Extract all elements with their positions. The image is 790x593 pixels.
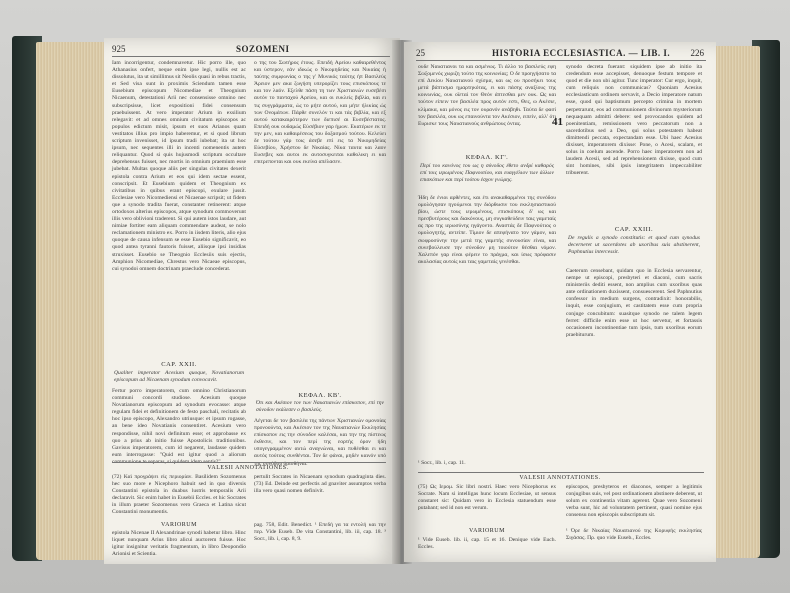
right-page-greek-column: ουδε Ναυατιανοι τα και ασμένως. Τι άλλο το βασιλεύς εφη Σωξομενός χωριζη τούτο της κοινωνίας; Ο δε προηγήσατο τα επί Δεκίου Ναυατιανού σχίσμα, και ως ου προσήκει τους μετά βάπτισμα ημαρτηκότας, ει και πάσης αναξίους της κοινωνίας, ουκ οϊεταί τον Θεόν άπτεσθαι μεν ουκ. Ως και τούτον είπειν τον βασιλέα προς αυτόν εστι, Θες, ω Ακέσιε, κλίμακα, και μόνος εις τον ουρανόν ανάβηθι. Ταύτα δε φασί τον βασιλέα, ουκ ως επαινούντα τον Ακέσιον, ειπείν, αλλ' ότι Ευρισκε τους Ναυατιανούς ανθρώπους όντας. (418, 64, 556, 127)
running-head-right: HISTORIA ECCLESIASTICA. — LIB. I. (492, 48, 671, 58)
annotations-heading-right: VALESII ANNOTATIONES. (519, 475, 601, 481)
chapter-summary-greek-left: Ότι και Ακέσιον τον των Ναυατιανών επίσκοπον, επί την σύνοδον εκάλεσεν ο βασιλεύς. (256, 400, 384, 414)
margin-number: 41 (552, 116, 563, 128)
footnote-left (112, 448, 246, 456)
annotations-text-right-col2: episcopos, presbyteros et diaconos, semper a legitimis conjugibus suis, vel post ordinationem abstinere deberent, ut solum ex continentia vitam agerent. Quae vero Sozomeni verba sunt, hic ad voluntatem pertinent, quasi nomine ejus consensu non episcopis subscriptum sit. (566, 484, 702, 519)
page-edge-left (36, 42, 110, 560)
left-page-latin-column-2: Fertur porro imperatorem, cum omnino Christianorum communi concordi studiose. Acesium quoque Novatianorum episcopum ad synodum evocasse: atque regulam fidei et definitionem de festo paschali, recitatis ab hoc ipso episcopo, Alexandro utriusque: et ipsum rogasse, an bene ideo Novatianis consentiret. Acesium vero respondisse, nihil novi definitum esse; et approbasse ex quo a prius ab initio fuisse Apostolicis traditionibus. Gavisus imperatorem, cum id negarent, laudasse quidem eum interrogasse: "Quid est igitur quod a aliorum communione te separas, si quidem idem sentis?" (112, 388, 246, 465)
annotations-heading-left: VALESII ANNOTATIONES. (207, 465, 289, 471)
variorum-heading-left: VARIORUM (161, 522, 197, 528)
left-page-greek-column: ο της του Σωτήρος έτους. Επειδή Αρείου καθαιρεθέντος και ύστερον, εάν ιδικώς ο Νικομηδείας και Νικαίας ή ταύτης συμφωνίας ο της γ' Μυνικός ταύτης ήπ Βασιλεύς Άρειον μεν ακα ζωγήση υπερορίζει τους επισκόπους τε και τον λαόν. Εξελθε πάση τη των Χριστιανών ευσεβέσι αυτόν το πανταχού Αρείου, και οι ευκλείς βιβλία, και ει τις συγγράμματα, ώς το μήτε αυτού, και μήτε ήλικίας ώς των Ονομάτων. Πάρθε συνελόν τι και τάς βιβλία, και εξ αυτού κατακαιρότερον των διεπισέ αι Ευσεβέστατος. Επειδή ουκ ουδαμώς Εύσέβιον γαρ ήμων. Εκατέρων εκ τε την μεν, και καθαιρέσεως του δοξασμού τούτου. Κελεύει δε τούτου γάρ τοις άσεβε επί εις τα Νικομηδείας Εύσεβίου, Χρήστου δε Νικαίας. Νίκα ταυτα και λαον Ευσεβες και αυτοι εκ αυτοσυγκειται καθολικη ει και επιτρεπονται και ουκ εκείνα απέλασεν. (254, 60, 386, 166)
annotations-rule-right (418, 472, 704, 473)
variorum-text-right: ¹ Vide Euseb. lib. ii, cap. 15 et 16. Denique vide Euch. Eccles. (418, 537, 556, 551)
right-page (404, 42, 716, 562)
annotations-text-right: (75) Ως Ιερομ. Sic libri nostri. Haec vero Nicephorus ex Socrate. Nam si intelligas hunc locum Ecclesiae, ut sensus constaret sic: Quidam vero in Ecclesia statuendum esse putabant; sed id non est verum. (418, 484, 556, 512)
right-page-latin-column: synodo decreta fuerant: siquidem ipse ab initio ita credendum esse accepisset, denuoque festum tempore et quod et die non ubi agitur. Tunc imperator: Cur ergo, inquit, cum reliquis non communicas? Quoniam Acesius ecclesiasticum ordinem servavit, a Decio imperatore natum esse, quod qui baptismum percepto crimina in mortem perpetrarunt, eos ad communionem divinorum mysteriorum nequaquam admitti debere: sed provocandos quidem ad poenitentiam, remissionem vero peccatorum non a sacerdotibus sed a Deo, qui solus potestatem habeat dimittendi peccata, expectandam esse. Ubi haec Acesius dixisset, imperatorem dixisse: Pone, o Acesi, scalam, et solus in coelum ascende. Porro haec imperatorem non ad laudem Acesii, sed ad reprehensionem dixisse, quod cum sint homines, sibi ipsis integritatem impeccabiliter tribuerent. (566, 64, 702, 177)
running-head-left: SOZOMENI (236, 44, 290, 54)
page-number-left: 925 (112, 44, 126, 54)
page-number-right-left: 25 (416, 48, 425, 58)
chapter-heading-greek-right: ΚΕΦΑΛ. ΚΓ'. (465, 154, 509, 161)
variorum-text-left-col2: pag. 758, Edit. Benedict. ¹ Επεδή γα τα εντολή και την περ. Vide Euseb. De vita Constantini, lib. iii, cap. 18. ³ Socr., lib. i, cap. 8, 9. (254, 522, 386, 543)
left-page (104, 38, 400, 564)
chapter-summary-latin-left: Qualiter imperator Acesium quoque, Novatianorum episcopum ad Nicaenam synodum convocavit. (114, 370, 244, 384)
header-rule-right (416, 60, 706, 61)
variorum-text-left: epistola Nicenae II Alexandrinae synodi habetur libro. Hinc liquet nunquam Arius libro alicui auctorem fuisse. Hoc igitur insignitur veritatis fragmentum, in libro Deopondio Arionisi et Scientia. (112, 530, 246, 558)
left-page-greek-column-2: Λέγεται δε τον βασιλέα της πάντων Χριστιανών ομονοίας προνοούντα, και Ακέσιον τον της Ναυατιανών Εκκλησίας επίσκοπον εις την σύνοδον καλέσαι, και την της πίστεως έκθεσιν, και τον περί της εορτής όρον ήδη υπογεγραμμένον αυτώ αναγνώναι, και πυθέσθαι ει και αυτός τούτοις συνθένται. Τον δε φάναι, μηδέν καινόν υπό της συνόδου όρισθήναι. (254, 418, 386, 467)
chapter-summary-latin-right: De regulis a synodo constitutis: et quod cum synodus decerneret ut sacerdotes ab uxoribus suis abstinerent, Paphnutius intercessit. (568, 235, 700, 256)
left-page-latin-column: Iam incorrigentur, condemnavetur. Hic porro ille, quo Athanasius onfert, neque enim ipse legi, nullis est ac dissolutus, ita ut simillimus sit Neolis quasi in rebus tractis, et Sed visa sunt in proximis Sciendum tamen esse Eusebium episcopum Nicomediae et Theognium Nicaenum, detestationi Arii nec consensisse omnino nec subscripsisse, licet expositioni fidei consensum praebuissent. At vero imperator Arium in exsilium relegavit: et ad omnes omnium civitatum episcopos ac populos edictum misit, ipsum et suos Arianos quam vestitatos illius pro impio haberemur, et si quod librum scriptum invenisset, id ipsum tradi iubebat; ita ut hoc ipsum, nec sequentes illi in incenti nomenentis autem reliquantur. Quod si quis hujusmodi scriptum occultare deprehensus fuisset, nec mortis in omnium praemium esse jubebat. Multas quoque aliis per singulas civitates dexerit epistola contra Arium et eos qui idem sectae essent, conscripsit. Et Eusebium quidem et Theognium ex civitatibus in quibus erant episcopi, exulare jussit. Ecclesiae vero Nicomediensi et Nicaenae scripsit; ut fidem que a synodo tradita fuerat, constanter retinerent: atque ortodoxos alterius episcopos, atque synodum commoverunt illis vero oblivioni traderent. Si qui autem istos laudare, aut nimiae fortiter eam aliquam commendare audeat, se nolo reclamationem ministro ex. Porro in iisdem literis, alio ejus quoque de causa infensum se esse Eusebio significavit, eo quod antea tyranni fautoris fuisset, aliisque ipsi insidias struxisset. Eusebio se Theognio Ecclesiis suis ejectis, Amphion Nicomediae, Chrestus vero Nicaeae episcopus, cui synodoi omnem doctrinam praeclude concederat. (112, 60, 246, 272)
header-rule-left (112, 56, 390, 57)
chapter-summary-greek-right: Περί του κανόνος του ως η σύνοδος έθετο ανδρί καθαρός επί τοις ιερωμένοις Παφνουτίου, και ευαγγέλιον των άλλων επισκόπων και περί τούτου έσχον γνώμης. (420, 163, 554, 184)
variorum-heading-right: VARIORUM (469, 528, 505, 534)
chapter-heading-latin-right: CAP. XXIII. (614, 226, 654, 233)
annotations-text-left-col2: pertulit Socrates in Nicaenam synodum quadraginta dies. (73) Ed. Deinde est perfectis ad gnaviter assumptos verba illa vero quasi nomen definivit. (254, 474, 386, 495)
right-page-latin-column-2: Caeterum censebant, quidam quo in Ecclesia servarentur, nempe ut episcopi, presbyteri et diaconi, cum sacris ministeriis dediti essent, non amplius cum uxoribus quas ante ordinationem duxissent, consuescerent. Sed Paphnutius confessor in medium surgens, contradixit: honorabilis, inquit, esse conjugium, et castitatem esse cum propria conjuge concubitum: suasitque synodo ne talem legem ferret: difficile enim esse ut hoc servetur, et fortassis occasionem incontinentiae tum ipsis, tum uxoribus eorum praebiturum. (566, 268, 702, 338)
chapter-heading-greek-left: ΚΕΦΑΛ. ΚΒ'. (298, 392, 342, 399)
right-page-greek-column-2: Ήδη δε ένιοι αρθέντες, και έτι ανακαθαρμένοι της συνόδου ομολόγησαν ηγούμενοι την διόρθωσιν του εκκλησιαστικού βίου, ώστε τους ιερωμένους, επισκόπους δ' ως και πρεσβυτέρους και διακόνους, μη συγκαθεύδειν ταις γαμεταίς ας προ της ιερωσύνης ηγάγοντο. Αναστάς δε Παφνούτιος ο ομολογητής, αντείπε. Τίμιον δε απεφήνατο τον γάμον, και σωφροσύνην την μετά της γαμετής συνουσίαν είναι, και συνεβούλευσε την σύνοδον μη τοιούτον θέσθαι νόμον. Χαλεπόν γαρ είναι φέρειν το πράγμα, και ίσως πρόφασιν ακολασίας αυτοίς και ταις γαμεταίς γενέσθαι. (418, 195, 556, 265)
annotations-text-left: (72) Καὶ προγράψει εἰς περιορίαν. Basilidem Sozomenus hec suo more e Nicephoro habuit sed in quo diversis Constantini epistola in duabus lustris temporalis Arii declaravit. Sic enim habet in Eusebii Eccles. et hic Socrates in illum praeter Sozomenus vero Graeca et Latina sicut Constantini monumentis. (112, 474, 246, 516)
footnote-right-greek: ¹ Όρε δε Νικαίας Ναυατιανού της Κορυφής εκκλησίας Σιγάσας. Πρ. quo vide Euseb., Eccles. (566, 528, 702, 542)
chapter-heading-latin-left: CAP. XXII. (161, 361, 197, 368)
footnote-right: ¹ Socr., lib. i, cap. 11. (418, 460, 466, 466)
page-number-right: 226 (690, 48, 704, 58)
annotations-rule-left (112, 462, 386, 463)
